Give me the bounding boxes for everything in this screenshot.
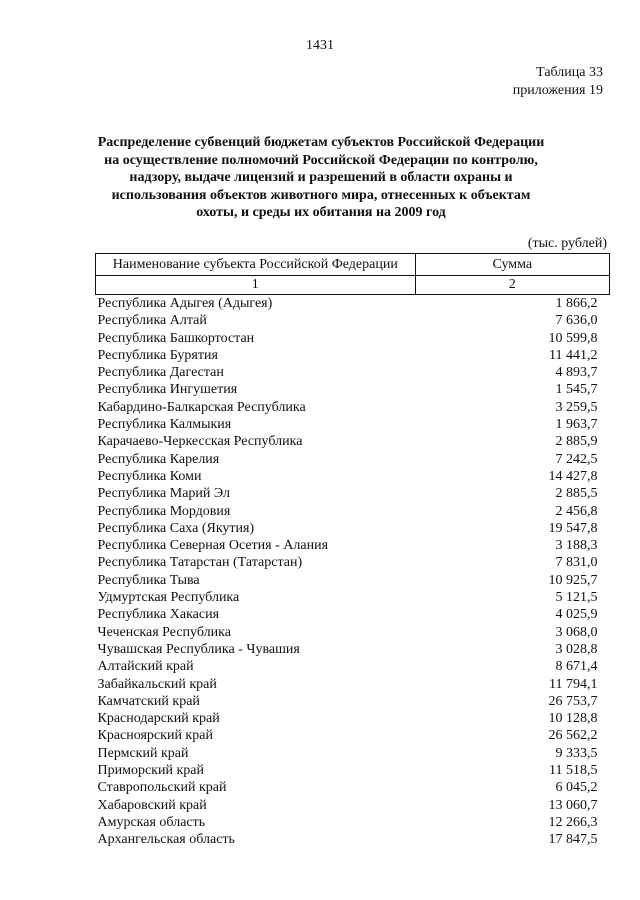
table-row — [96, 468, 610, 485]
column-number-2: 2 — [415, 276, 609, 295]
table-row — [96, 381, 610, 398]
table-row — [96, 779, 610, 796]
sum-cell: 2 885,5 — [555, 486, 598, 502]
table-row — [96, 589, 610, 606]
sum-cell: 17 847,5 — [548, 832, 598, 848]
sum-cell: 7 242,5 — [555, 451, 598, 467]
table-row — [96, 762, 610, 779]
page-number: 1431 — [306, 38, 334, 53]
subject-name-cell: Республика Хакасия — [97, 607, 220, 623]
units-label: (тыс. рублей) — [527, 236, 607, 251]
subject-name-cell: Республика Бурятия — [97, 347, 218, 363]
table-row — [96, 606, 610, 623]
table-row — [96, 727, 610, 744]
table-row — [96, 520, 610, 537]
table-row — [96, 554, 610, 571]
subject-name-cell: Алтайский край — [97, 659, 194, 675]
header-sum: Сумма — [415, 254, 609, 276]
sum-cell: 10 599,8 — [548, 330, 598, 346]
table-header-row — [96, 254, 610, 276]
sum-cell: 11 794,1 — [549, 676, 598, 692]
sum-cell: 7 831,0 — [555, 555, 598, 571]
table-row — [96, 658, 610, 675]
sum-cell: 19 547,8 — [548, 520, 598, 536]
subject-name-cell: Хабаровский край — [97, 797, 207, 813]
table-row — [96, 537, 610, 554]
subject-name-cell: Камчатский край — [97, 693, 200, 709]
subject-name-cell: Республика Мордовия — [97, 503, 231, 519]
subject-name-cell: Республика Адыгея (Адыгея) — [97, 296, 273, 311]
table-row — [96, 312, 610, 329]
table-row — [96, 416, 610, 433]
table-row — [96, 503, 610, 520]
subject-name-cell: Республика Марий Эл — [97, 486, 230, 502]
table-row — [96, 330, 610, 347]
column-number-1: 1 — [96, 276, 416, 295]
subject-name-cell: Красноярский край — [97, 728, 213, 744]
sum-cell: 2 456,8 — [555, 503, 598, 519]
table-row — [96, 641, 610, 658]
subject-name-cell: Забайкальский край — [97, 676, 217, 692]
sum-cell: 1 963,7 — [555, 417, 598, 433]
subject-name-cell: Республика Саха (Якутия) — [97, 520, 255, 536]
table-row — [96, 745, 610, 762]
subject-name-cell: Ставропольский край — [97, 780, 227, 796]
sum-cell: 26 562,2 — [548, 728, 598, 744]
table-row — [96, 347, 610, 364]
subject-name-cell: Удмуртская Республика — [97, 590, 240, 606]
sum-cell: 9 333,5 — [555, 745, 598, 761]
subject-name-cell: Республика Башкортостан — [97, 330, 255, 346]
table-row — [96, 451, 610, 468]
subject-name-cell: Республика Калмыкия — [97, 417, 232, 433]
sum-cell: 26 753,7 — [548, 693, 598, 709]
subject-name-cell: Амурская область — [97, 814, 206, 830]
subject-name-cell: Приморский край — [97, 763, 204, 779]
table-row — [96, 814, 610, 831]
sum-cell: 10 925,7 — [548, 572, 598, 588]
subject-name-cell: Республика Дагестан — [97, 365, 224, 381]
sum-cell: 10 128,8 — [548, 711, 598, 727]
subject-name-cell: Республика Ингушетия — [97, 382, 238, 398]
table-row — [96, 485, 610, 502]
sum-cell: 11 518,5 — [549, 763, 598, 779]
subject-name-cell: Архангельская область — [97, 832, 235, 848]
sum-cell: 12 266,3 — [548, 814, 598, 830]
sum-cell: 4 025,9 — [555, 607, 598, 623]
subject-name-cell: Чувашская Республика - Чувашия — [97, 641, 300, 657]
table-row — [96, 295, 610, 313]
table-row — [96, 710, 610, 727]
table-row — [96, 433, 610, 450]
table-reference — [513, 64, 603, 100]
subject-name-cell: Республика Тыва — [97, 572, 200, 588]
sum-cell: 3 259,5 — [555, 399, 598, 415]
subject-name-cell: Республика Карелия — [97, 451, 220, 467]
table-row — [96, 676, 610, 693]
subject-name-cell: Республика Алтай — [97, 313, 207, 329]
sum-cell: 14 427,8 — [548, 468, 598, 484]
sum-cell: 4 893,7 — [555, 365, 598, 381]
table-row — [96, 693, 610, 710]
table-row — [96, 399, 610, 416]
sum-cell: 8 671,4 — [555, 659, 598, 675]
sum-cell: 5 121,5 — [555, 590, 598, 606]
subject-name-cell: Чеченская Республика — [97, 624, 231, 640]
sum-cell: 1 545,7 — [555, 382, 598, 398]
sum-cell: 3 188,3 — [555, 538, 598, 554]
table-row — [96, 624, 610, 641]
subject-name-cell: Пермский край — [97, 745, 189, 761]
sum-cell: 11 441,2 — [549, 347, 598, 363]
column-number-row — [96, 276, 610, 295]
sum-cell: 2 885,9 — [555, 434, 598, 450]
table-row — [96, 831, 610, 848]
sum-cell: 3 068,0 — [555, 624, 598, 640]
table-ref-line1: Таблица 33 — [536, 65, 603, 80]
table-row — [96, 364, 610, 381]
subject-name-cell: Республика Северная Осетия - Алания — [97, 538, 329, 554]
subject-name-cell: Республика Татарстан (Татарстан) — [97, 555, 303, 571]
sum-cell: 13 060,7 — [548, 797, 598, 813]
header-subject-name: Наименование субъекта Российской Федерации — [96, 254, 416, 276]
subject-name-cell: Краснодарский край — [97, 711, 220, 727]
sum-cell: 6 045,2 — [555, 780, 598, 796]
subject-name-cell: Карачаево-Черкесская Республика — [97, 434, 303, 450]
sum-cell: 3 028,8 — [555, 641, 598, 657]
sum-cell: 7 636,0 — [555, 313, 598, 329]
table-ref-line2: приложения 19 — [512, 83, 603, 98]
table-row — [96, 797, 610, 814]
table-body — [96, 295, 610, 849]
subject-name-cell: Кабардино-Балкарская Республика — [97, 399, 306, 415]
document-title: Распределение субвенций бюджетам субъектов Российской Федерации на осуществление полномочий Российской Федерации по контролю, надзору, выдаче лицензий и разрешений в области охраны и использования объектов животного мира, отнесенных к объектам охоты, и среды их обитания на 2009 год — [97, 135, 545, 220]
table-row — [96, 572, 610, 589]
sum-cell: 1 866,2 — [555, 296, 598, 311]
subject-name-cell: Республика Коми — [97, 468, 202, 484]
subsidy-table — [95, 253, 610, 849]
